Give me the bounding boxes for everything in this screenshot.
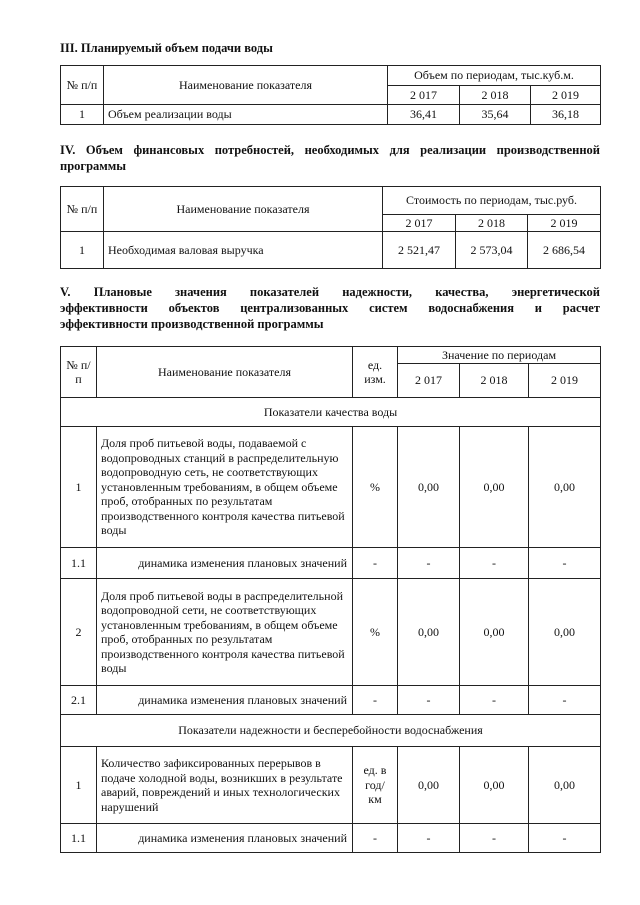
row-value: - <box>529 824 601 853</box>
row-value: 2 573,04 <box>456 232 528 269</box>
row-value: - <box>398 824 460 853</box>
header-group: Объем по периодам, тыс.куб.м. <box>388 66 601 86</box>
table-row <box>61 824 601 853</box>
row-value: - <box>529 548 601 579</box>
row-value: 0,00 <box>529 747 601 824</box>
header-year: 2 017 <box>383 215 456 232</box>
row-unit: ед. в год/ км <box>353 747 398 824</box>
row-name: Доля проб питьевой воды, подаваемой с водопроводных станций в распределительную водопроводную сеть, не соответствующих установленным требованиям, в общем объеме проб, отобранных по результатам производственного контроля качества питьевой воды <box>97 427 353 548</box>
row-num: 2 <box>61 579 97 686</box>
row-num: 1 <box>61 105 104 125</box>
row-name: динамика изменения плановых значений <box>97 686 353 715</box>
row-name: динамика изменения плановых значений <box>97 824 353 853</box>
row-unit: - <box>353 548 398 579</box>
section-4-title-line2: программы <box>60 159 127 173</box>
section-5-title-line3: эффективности производственной программы <box>60 317 324 331</box>
row-name: Количество зафиксированных перерывов в подаче холодной воды, возникших в результате аварий, повреждений и иных технологических нарушений <box>97 747 353 824</box>
row-value: 35,64 <box>460 105 531 125</box>
header-year: 2 018 <box>456 215 528 232</box>
row-unit: % <box>353 427 398 548</box>
row-value: - <box>398 686 460 715</box>
indicators-table <box>60 346 601 853</box>
section-4-title-line1: IV. Объем финансовых потребностей, необходимых для реализации производственной <box>60 143 600 157</box>
row-value: 2 521,47 <box>383 232 456 269</box>
header-group: Стоимость по периодам, тыс.руб. <box>383 187 601 215</box>
row-unit: - <box>353 686 398 715</box>
row-value: 0,00 <box>398 579 460 686</box>
row-value: - <box>398 548 460 579</box>
header-unit: ед. изм. <box>353 347 398 398</box>
row-name: Доля проб питьевой воды в распределительной водопроводной сети, не соответствующих установленным требованиям, в общем объеме проб, отобранных по результатам производственного контроля качества питьевой воды <box>97 579 353 686</box>
header-year: 2 019 <box>529 364 601 398</box>
header-name: Наименование показателя <box>104 66 388 105</box>
row-value: 0,00 <box>460 427 529 548</box>
header-num: № п/п <box>61 187 104 232</box>
row-value: - <box>460 824 529 853</box>
section-5-title-line2: эффективности объектов централизованных систем водоснабжения и расчет <box>60 301 600 315</box>
financial-needs-table <box>60 186 601 269</box>
row-value: - <box>460 548 529 579</box>
row-num: 1 <box>61 747 97 824</box>
header-name: Наименование показателя <box>104 187 383 232</box>
header-num: № п/п <box>61 347 97 398</box>
row-name: динамика изменения плановых значений <box>97 548 353 579</box>
row-unit: - <box>353 824 398 853</box>
header-year: 2 018 <box>460 364 529 398</box>
row-value: 0,00 <box>460 579 529 686</box>
table-row <box>61 427 601 548</box>
row-value: 0,00 <box>529 579 601 686</box>
header-year: 2 017 <box>388 86 460 105</box>
row-value: 0,00 <box>460 747 529 824</box>
row-value: 36,18 <box>531 105 601 125</box>
row-name: Необходимая валовая выручка <box>104 232 383 269</box>
row-value: 0,00 <box>529 427 601 548</box>
group-header-quality: Показатели качества воды <box>61 398 601 427</box>
row-value: 0,00 <box>398 427 460 548</box>
header-year: 2 017 <box>398 364 460 398</box>
row-num: 1.1 <box>61 548 97 579</box>
header-year: 2 019 <box>528 215 601 232</box>
table-row <box>61 105 601 125</box>
row-unit: % <box>353 579 398 686</box>
table-row <box>61 747 601 824</box>
section-5-title-line1: V. Плановые значения показателей надежности, качества, энергетической <box>60 285 600 299</box>
row-num: 1.1 <box>61 824 97 853</box>
row-num: 1 <box>61 427 97 548</box>
water-volume-table <box>60 65 601 125</box>
group-header-reliability: Показатели надежности и бесперебойности водоснабжения <box>61 715 601 747</box>
row-value: - <box>460 686 529 715</box>
header-group: Значение по периодам <box>398 347 601 364</box>
row-num: 1 <box>61 232 104 269</box>
table-row <box>61 579 601 686</box>
section-3-title: III. Планируемый объем подачи воды <box>60 41 273 55</box>
row-value: 36,41 <box>388 105 460 125</box>
row-value: 2 686,54 <box>528 232 601 269</box>
row-num: 2.1 <box>61 686 97 715</box>
header-year: 2 018 <box>460 86 531 105</box>
row-name: Объем реализации воды <box>104 105 388 125</box>
table-row <box>61 686 601 715</box>
header-num: № п/п <box>61 66 104 105</box>
row-value: - <box>529 686 601 715</box>
header-year: 2 019 <box>531 86 601 105</box>
table-row <box>61 548 601 579</box>
header-name: Наименование показателя <box>97 347 353 398</box>
row-value: 0,00 <box>398 747 460 824</box>
table-row <box>61 232 601 269</box>
